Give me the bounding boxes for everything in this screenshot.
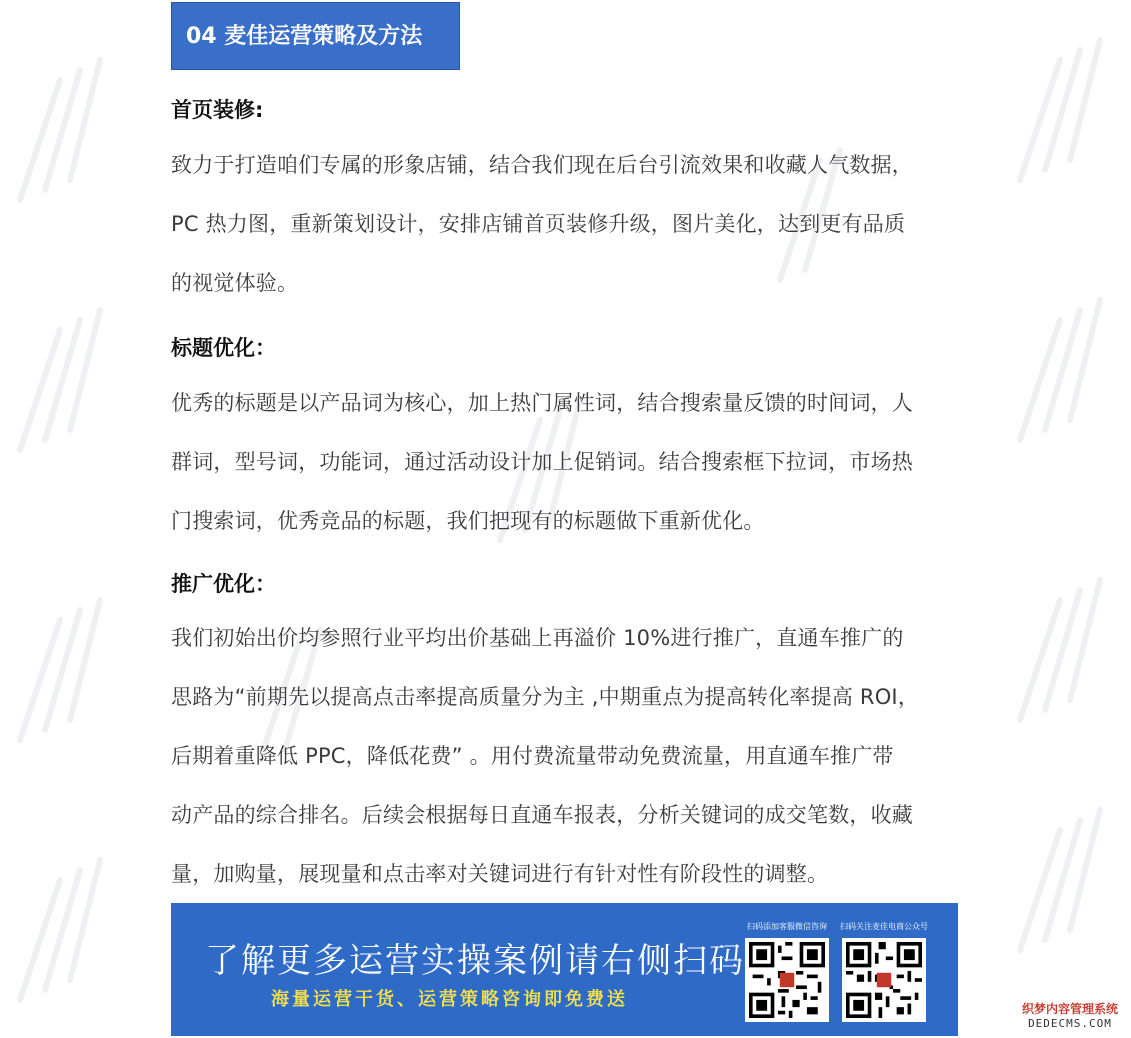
paragraph-line: 我们初始出价均参照行业平均出价基础上再溢价 10%进行推广，直通车推广的 (171, 626, 904, 650)
paragraph-homepage-decoration (171, 136, 966, 313)
banner-main-text: 了解更多运营实操案例请右侧扫码 (205, 941, 745, 981)
logo-line-cn: 织梦内容管理系统 (1021, 1002, 1118, 1016)
paragraph-line: 动产品的综合排名。后续会根据每日直通车报表，分析关键词的成交笔数，收藏 (171, 803, 913, 827)
heading-title-optimization: 标题优化： (171, 336, 276, 360)
heading-promotion-optimization: 推广优化： (171, 572, 276, 596)
qr-code-icon[interactable] (745, 938, 829, 1022)
qr-promo-banner (171, 903, 958, 1036)
qr-block-official-account (838, 921, 930, 1022)
paragraph-title-optimization (171, 374, 966, 551)
qr-block-customer-service (741, 921, 833, 1022)
paragraph-line: PC 热力图，重新策划设计，安排店铺首页装修升级，图片美化，达到更有品质 (171, 212, 906, 236)
paragraph-line: 的视觉体验。 (171, 271, 299, 295)
paragraph-line: 量，加购量，展现量和点击率对关键词进行有针对性有阶段性的调整。 (171, 862, 829, 886)
banner-sub-text: 海量运营干货、运营策略咨询即免费送 (271, 989, 628, 1010)
paragraph-line: 群词，型号词，功能词，通过活动设计加上促销词。结合搜索框下拉词，市场热 (171, 450, 913, 474)
qr-label-customer-service: 扫码添加客服微信咨询 (747, 922, 827, 931)
paragraph-promotion-optimization (171, 609, 966, 904)
paragraph-line: 思路为“前期先以提高点击率提高质量分为主 ,中期重点为提高转化率提高 ROI， (171, 685, 920, 709)
logo-line-en: DEDECMS.COM (1028, 1017, 1112, 1030)
qr-label-official-account: 扫码关注麦佳电商公众号 (840, 922, 928, 931)
paragraph-line: 优秀的标题是以产品词为核心，加上热门属性词，结合搜索量反馈的时间词，人 (171, 391, 913, 415)
qr-code-icon[interactable] (842, 938, 926, 1022)
paragraph-line: 门搜索词，优秀竞品的标题，我们把现有的标题做下重新优化。 (171, 509, 765, 533)
section-title-bar (171, 2, 460, 70)
paragraph-line: 致力于打造咱们专属的形象店铺，结合我们现在后台引流效果和收藏人气数据， (171, 153, 913, 177)
site-logo[interactable] (1015, 1000, 1125, 1030)
section-title: 04 麦佳运营策略及方法 (186, 24, 423, 49)
paragraph-line: 后期着重降低 PPC，降低花费” 。用付费流量带动免费流量，用直通车推广带 (171, 744, 894, 768)
heading-homepage-decoration: 首页装修: (171, 98, 264, 122)
